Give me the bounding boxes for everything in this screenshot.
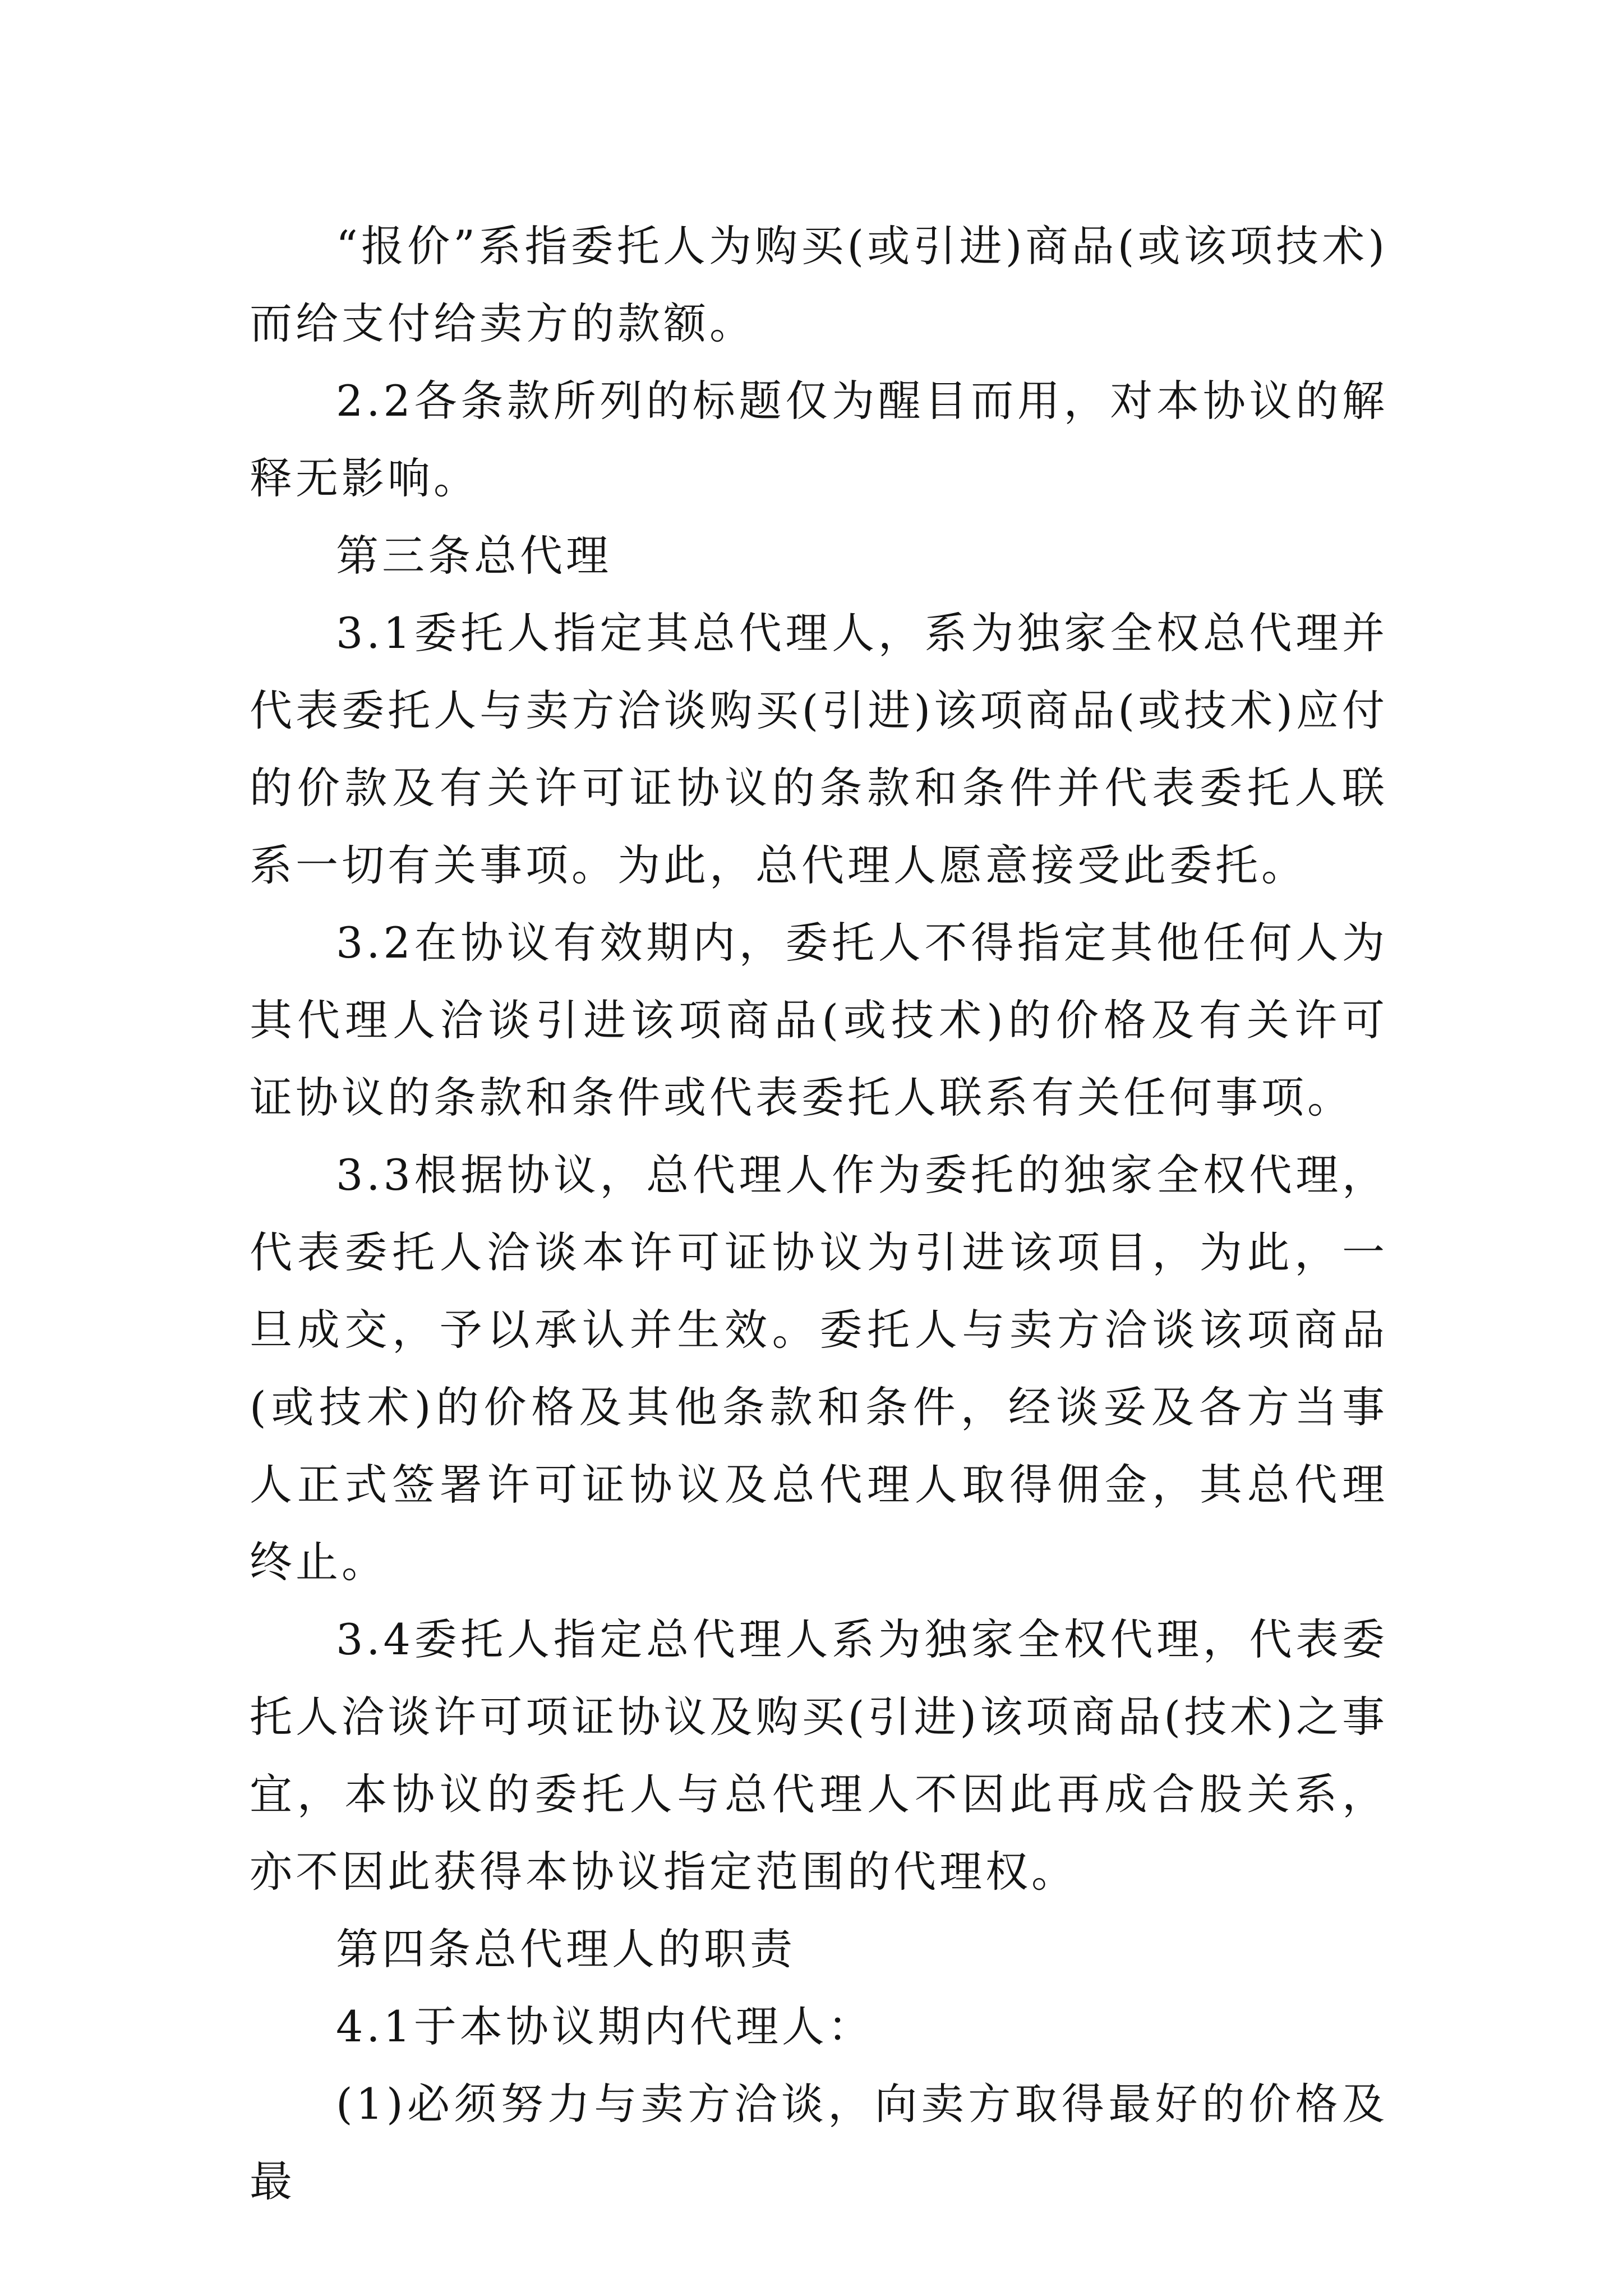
document-body: [250, 208, 1388, 2220]
paragraph-3-2: 3.2在协议有效期内，委托人不得指定其他任何人为其代理人洽谈引进该项商品(或技术)的价格及有关许可证协议的条款和条件或代表委托人联系有关任何事项。: [250, 918, 1388, 1122]
paragraph-4-1-item-1: (1)必须努力与卖方洽谈，向卖方取得最好的价格及最: [250, 2079, 1388, 2206]
paragraph-3-4: 3.4委托人指定总代理人系为独家全权代理，代表委托人洽谈许可项证协议及购买(引进)该项商品(技术)之事宜，本协议的委托人与总代理人不因此再成合股关系，亦不因此获得本协议指定范围的代理权。: [250, 1614, 1388, 1897]
paragraph-quote-definition: “报价”系指委托人为购买(或引进)商品(或该项技术)而给支付给卖方的款额。: [250, 221, 1388, 348]
heading-article-3: 第三条总代理: [336, 531, 612, 581]
paragraph-3-3: 3.3根据协议，总代理人作为委托的独家全权代理，代表委托人洽谈本许可证协议为引进该项目，为此，一旦成交，予以承认并生效。委托人与卖方洽谈该项商品(或技术)的价格及其他条款和条件，经谈妥及各方当事人正式签署许可证协议及总代理人取得佣金，其总代理终止。: [250, 1150, 1388, 1587]
paragraph-3-1: 3.1委托人指定其总代理人，系为独家全权总代理并代表委托人与卖方洽谈购买(引进)该项商品(或技术)应付的价款及有关许可证协议的条款和条件并代表委托人联系一切有关事项。为此，总代理人愿意接受此委托。: [250, 608, 1388, 890]
paragraph-4-1: 4.1于本协议期内代理人：: [336, 2001, 874, 2051]
heading-article-4: 第四条总代理人的职责: [336, 1924, 796, 1974]
paragraph-2-2: 2.2各条款所列的标题仅为醒目而用，对本协议的解释无影响。: [250, 376, 1388, 503]
